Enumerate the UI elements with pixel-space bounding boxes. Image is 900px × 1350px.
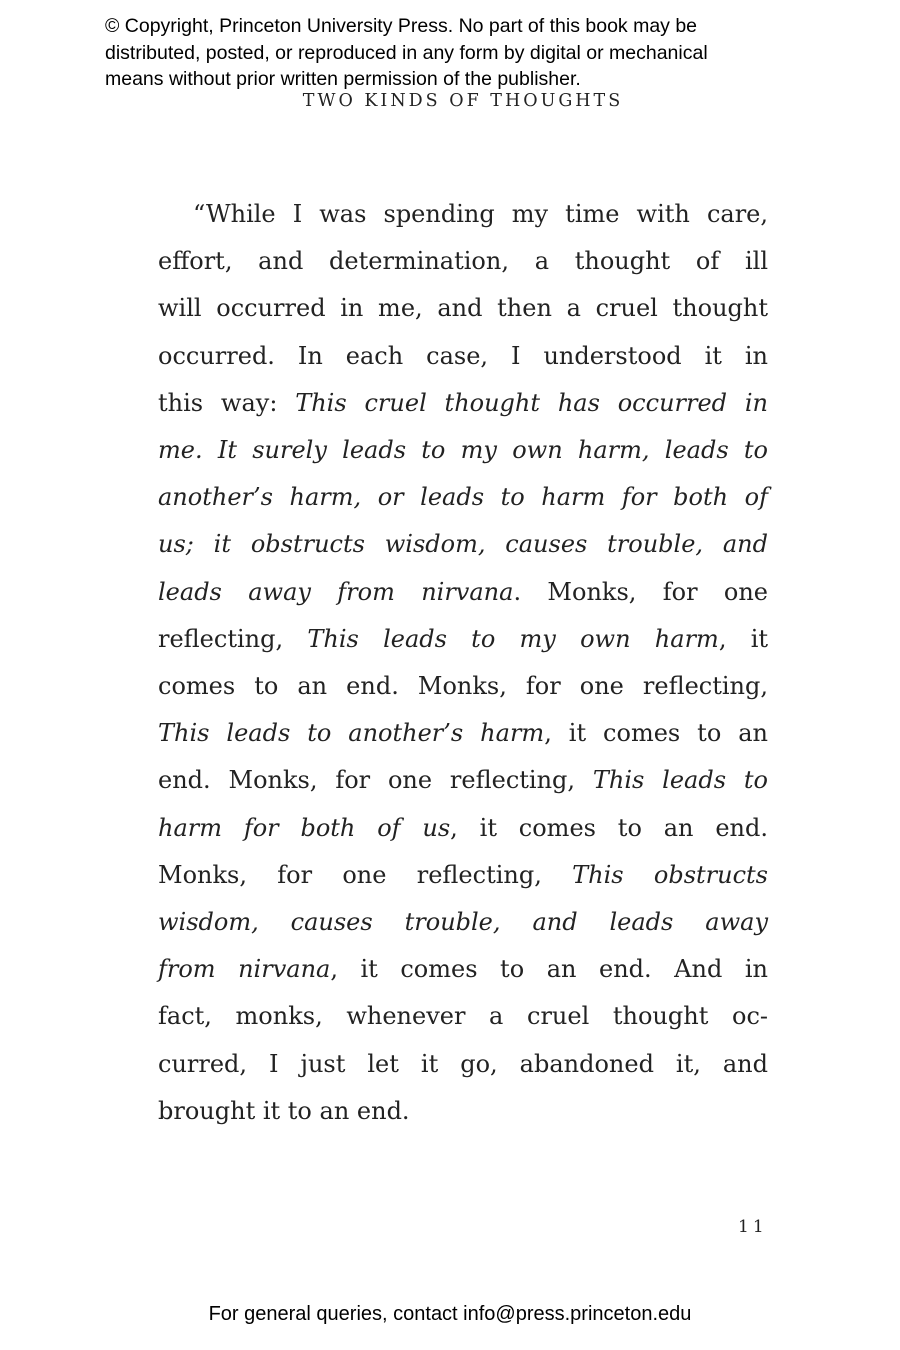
text-line bbox=[158, 285, 768, 332]
text-line bbox=[158, 380, 768, 427]
body-paragraph bbox=[158, 191, 768, 1135]
text-line bbox=[158, 852, 768, 899]
text-line bbox=[158, 663, 768, 710]
text-line bbox=[158, 569, 768, 616]
text-line bbox=[158, 710, 768, 757]
italic-text: from nirvana bbox=[158, 955, 331, 984]
roman-text: curred, I just let it go, abandoned it, and bbox=[158, 1049, 768, 1078]
footer-contact: For general queries, contact info@press.princeton.edu bbox=[208, 1303, 692, 1325]
text-line bbox=[158, 1041, 768, 1088]
roman-text: “While I was spending my time with care, bbox=[193, 200, 768, 228]
roman-text: end. Monks, for one reflecting, bbox=[158, 766, 593, 795]
text-line bbox=[158, 616, 768, 663]
italic-text: leads away from nirvana bbox=[158, 577, 514, 606]
text-line bbox=[158, 238, 768, 285]
running-head: TWO KINDS OF THOUGHTS bbox=[302, 91, 624, 111]
text-line bbox=[158, 993, 768, 1040]
roman-text: , it comes to an bbox=[544, 719, 768, 748]
roman-text: occurred. In each case, I understood it in bbox=[158, 341, 768, 370]
copyright-line: © Copyright, Princeton University Press. No part of this book may be bbox=[105, 15, 698, 37]
roman-text: , it comes to an end. And in bbox=[330, 955, 768, 984]
text-line bbox=[158, 805, 768, 852]
text-line bbox=[158, 427, 768, 474]
roman-text: . Monks, for one bbox=[513, 577, 768, 606]
text-line bbox=[158, 474, 768, 521]
copyright-line: means without prior written permission of the publisher. bbox=[105, 68, 581, 90]
italic-text: This obstructs bbox=[572, 860, 768, 889]
copyright-line: distributed, posted, or reproduced in any form by digital or mechanical bbox=[105, 41, 708, 64]
roman-text: Monks, for one reflecting, bbox=[158, 860, 573, 889]
text-line bbox=[158, 757, 768, 804]
roman-text: comes to an end. Monks, for one reflecting, bbox=[158, 672, 768, 701]
copyright-notice bbox=[105, 13, 825, 93]
roman-text: this way: bbox=[158, 388, 296, 417]
text-line bbox=[158, 521, 768, 568]
roman-text: effort, and determination, a thought of ill bbox=[158, 247, 768, 276]
italic-text: This leads to another’s harm bbox=[158, 719, 545, 748]
roman-text: will occurred in me, and then a cruel thought bbox=[158, 294, 768, 323]
roman-text: reflecting, bbox=[158, 624, 308, 653]
page-number: 11 bbox=[738, 1217, 768, 1237]
text-line bbox=[158, 191, 768, 238]
roman-text: , it bbox=[718, 624, 769, 653]
italic-text: me. It surely leads to my own harm, leads to bbox=[158, 436, 768, 465]
italic-text: another’s harm, or leads to harm for both of bbox=[158, 483, 768, 512]
text-line bbox=[158, 333, 768, 380]
italic-text: us; it obstructs wisdom, causes trouble, and bbox=[158, 530, 768, 559]
italic-text: This leads to my own harm bbox=[307, 624, 719, 653]
text-line bbox=[158, 899, 768, 946]
italic-text: harm for both of us bbox=[158, 813, 451, 842]
roman-text: brought it to an end. bbox=[158, 1096, 410, 1125]
text-line bbox=[158, 1088, 768, 1135]
roman-text: , it comes to an end. bbox=[450, 813, 768, 842]
italic-text: This cruel thought has occurred in bbox=[295, 388, 768, 417]
italic-text: wisdom, causes trouble, and leads away bbox=[158, 908, 768, 937]
text-line bbox=[158, 946, 768, 993]
italic-text: This leads to bbox=[592, 766, 768, 795]
roman-text: fact, monks, whenever a cruel thought oc- bbox=[158, 1002, 768, 1031]
